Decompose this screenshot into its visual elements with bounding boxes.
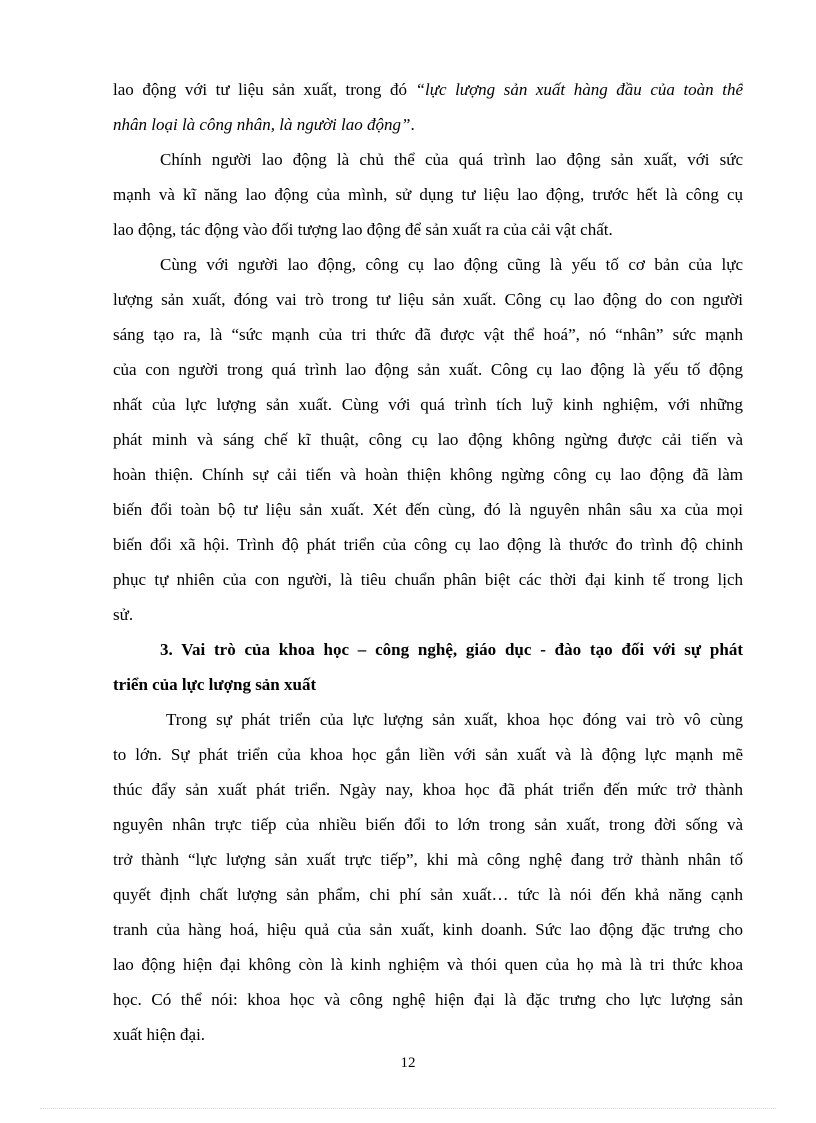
paragraph-line: thúc đẩy sản xuất phát triển. Ngày nay, khoa học đã phát triển đến mức trở thành — [113, 780, 743, 799]
paragraph-line: biến đổi xã hội. Trình độ phát triển của công cụ lao động là thước đo trình độ chinh — [113, 535, 743, 554]
paragraph-line: biến đổi toàn bộ tư liệu sản xuất. Xét đến cùng, đó là nguyên nhân sâu xa của mọi — [113, 500, 743, 519]
paragraph-line: sáng tạo ra, là “sức mạnh của tri thức đã được vật thể hoá”, nó “nhân” sức mạnh — [113, 325, 743, 344]
quote-italic: “lực lượng sản xuất hàng đầu của toàn thể — [415, 80, 743, 99]
text-span: . — [410, 115, 415, 134]
paragraph-line: tranh của hàng hoá, hiệu quả của sản xuất, kinh doanh. Sức lao động đặc trưng cho — [113, 920, 743, 939]
paragraph-line: phát minh và sáng chế kĩ thuật, công cụ lao động không ngừng được cải tiến và — [113, 430, 743, 449]
paragraph-line: học. Có thể nói: khoa học và công nghệ hiện đại là đặc trưng cho lực lượng sản — [113, 990, 743, 1009]
page-number: 12 — [400, 1055, 416, 1071]
paragraph-line: mạnh và kĩ năng lao động của mình, sử dụng tư liệu lao động, trước hết là công cụ — [113, 185, 743, 204]
page-bottom-divider — [40, 1108, 776, 1109]
quote-italic: nhân loại là công nhân, là người lao động” — [113, 115, 411, 134]
paragraph-line: lao động hiện đại không còn là kinh nghiệm và thói quen của họ mà là tri thức khoa — [113, 955, 743, 974]
paragraph-line — [113, 107, 743, 142]
paragraph-line: lượng sản xuất, đóng vai trò trong tư liệu sản xuất. Công cụ lao động do con người — [113, 290, 743, 309]
paragraph-line: quyết định chất lượng sản phẩm, chi phí sản xuất… tức là nói đến khả năng cạnh — [113, 885, 743, 904]
paragraph-line: xuất hiện đại. — [113, 1025, 206, 1044]
paragraph-line: nguyên nhân trực tiếp của nhiều biến đổi to lớn trong sản xuất, trong đời sống và — [113, 815, 743, 834]
paragraph-line: Chính người lao động là chủ thể của quá trình lao động sản xuất, với sức — [160, 150, 743, 169]
text-span: lao động với tư liệu sản xuất, trong đó — [113, 80, 416, 99]
section-heading: triển của lực lượng sản xuất — [113, 675, 317, 694]
paragraph-line: hoàn thiện. Chính sự cải tiến và hoàn thiện không ngừng công cụ lao động đã làm — [113, 465, 743, 484]
paragraph-line: trở thành “lực lượng sản xuất trực tiếp”, khi mà công nghệ đang trở thành nhân tố — [113, 850, 743, 869]
paragraph-line — [113, 72, 743, 107]
section-heading: 3. Vai trò của khoa học – công nghệ, giáo dục - đào tạo đối với sự phát — [160, 640, 743, 659]
paragraph-line: Trong sự phát triển của lực lượng sản xuất, khoa học đóng vai trò vô cùng — [166, 710, 743, 729]
paragraph-line: sử. — [113, 605, 134, 624]
document-page — [113, 72, 743, 1052]
paragraph-line: Cùng với người lao động, công cụ lao động cũng là yếu tố cơ bản của lực — [160, 255, 743, 274]
paragraph-line: lao động, tác động vào đối tượng lao động để sản xuất ra của cải vật chất. — [113, 220, 613, 239]
paragraph-line: nhất của lực lượng sản xuất. Cùng với quá trình tích luỹ kinh nghiệm, với những — [113, 395, 743, 414]
paragraph-line: của con người trong quá trình lao động sản xuất. Công cụ lao động là yếu tố động — [113, 360, 743, 379]
paragraph-line: phục tự nhiên của con người, là tiêu chuẩn phân biệt các thời đại kinh tế trong lịch — [113, 570, 743, 589]
paragraph-line: to lớn. Sự phát triển của khoa học gắn liền với sản xuất và là động lực mạnh mẽ — [113, 745, 743, 764]
